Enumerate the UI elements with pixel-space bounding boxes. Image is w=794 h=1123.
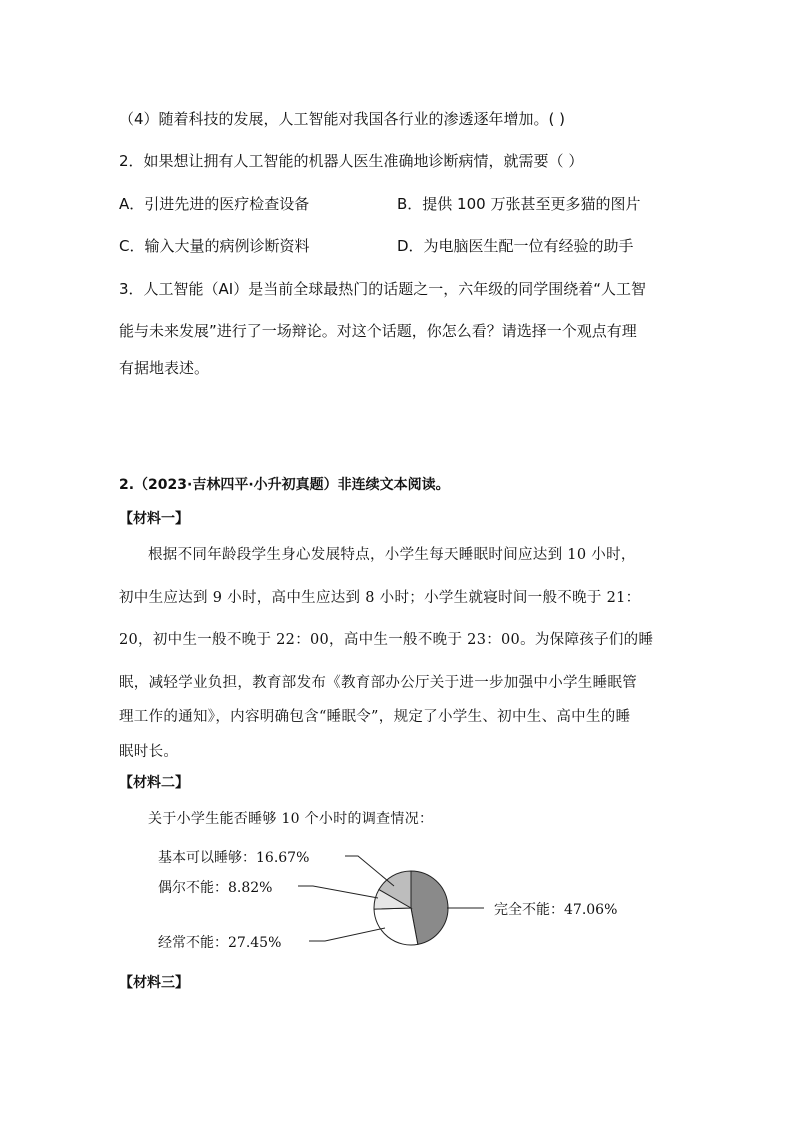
material-2-heading: 【材料二】 — [119, 775, 189, 791]
question-2-stem: 2．如果想让拥有人工智能的机器人医生准确地诊断病情，就需要（ ） — [119, 152, 584, 170]
option-b: B．提供 100 万张甚至更多猫的图片 — [397, 195, 641, 213]
pie-slice-never — [411, 871, 448, 944]
material-1-line-3: 20，初中生一般不晚于 22：00，高中生一般不晚于 23：00。为保障孩子们的睡 — [119, 632, 654, 648]
pie-label-often: 经常不能：27.45% — [158, 935, 282, 951]
question-3-line-3: 有据地表述。 — [119, 359, 210, 377]
option-a: A．引进先进的医疗检查设备 — [119, 195, 310, 213]
section-2-title: 2.（2023·吉林四平·小升初真题）非连续文本阅读。 — [119, 477, 450, 493]
question-3-line-2: 能与未来发展”进行了一场辩论。对这个话题，你怎么看？请选择一个观点有理 — [119, 322, 637, 340]
material-1-heading: 【材料一】 — [119, 511, 189, 527]
material-1-line-2: 初中生应达到 9 小时，高中生应达到 8 小时；小学生就寝时间一般不晚于 21： — [119, 590, 641, 606]
pie-label-never: 完全不能：47.06% — [494, 902, 618, 918]
material-1-line-1: 根据不同年龄段学生身心发展特点，小学生每天睡眠时间应达到 10 小时， — [148, 547, 636, 563]
material-3-heading: 【材料三】 — [119, 975, 189, 991]
chart-caption: 关于小学生能否睡够 10 个小时的调查情况： — [148, 811, 434, 827]
question-3-line-1: 3．人工智能（AI）是当前全球最热门的话题之一，六年级的同学围绕着“人工智 — [119, 280, 647, 298]
material-1-line-5: 理工作的通知》，内容明确包含“睡眠令”，规定了小学生、初中生、高中生的睡 — [119, 709, 631, 725]
pie-label-basic: 基本可以睡够：16.67% — [158, 850, 310, 866]
option-d: D．为电脑医生配一位有经验的助手 — [397, 237, 634, 255]
pie-slice-often — [374, 908, 418, 945]
leader-line-often — [309, 928, 385, 941]
pie-label-occasional: 偶尔不能：8.82% — [158, 880, 273, 896]
leader-line-occasional — [298, 886, 378, 898]
question-1-item-4: （4）随着科技的发展，人工智能对我国各行业的渗透逐年增加。( ) — [119, 110, 566, 128]
option-c: C．输入大量的病例诊断资料 — [119, 237, 310, 255]
material-1-line-6: 眠时长。 — [119, 744, 179, 760]
material-1-line-4: 眠，减轻学业负担，教育部发布《教育部办公厅关于进一步加强中小学生睡眠管 — [119, 675, 637, 691]
